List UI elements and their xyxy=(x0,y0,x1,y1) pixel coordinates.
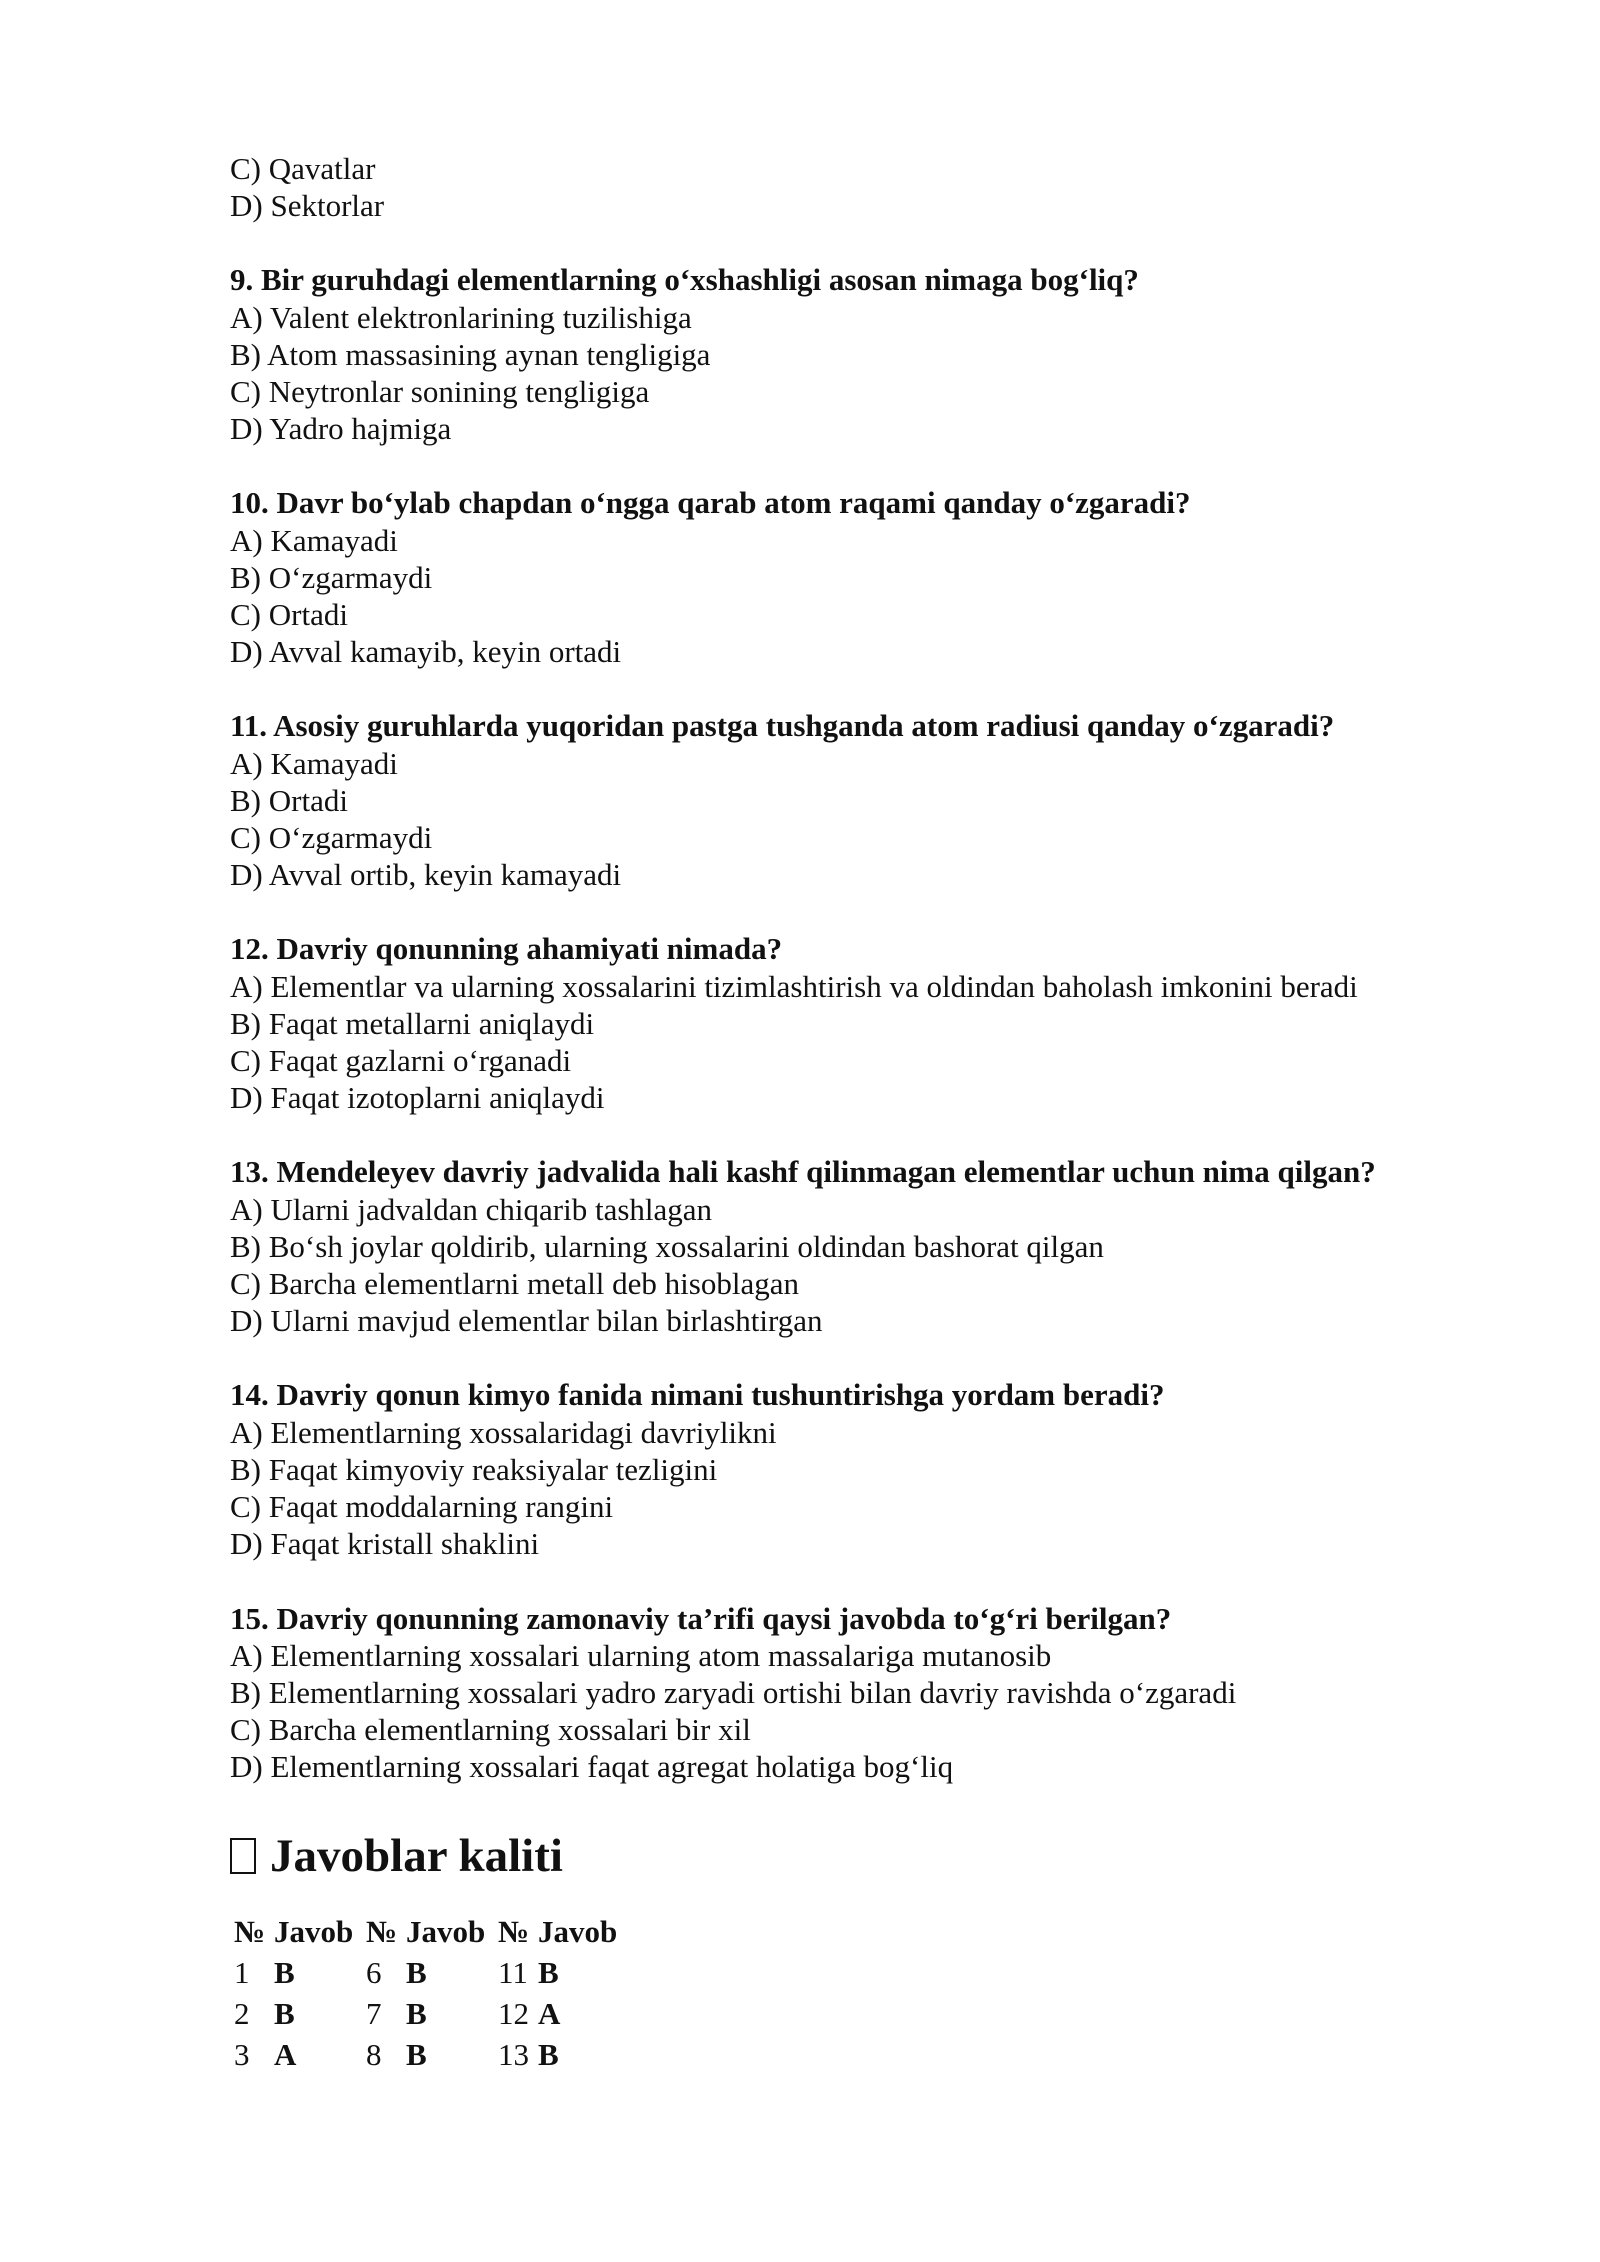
answer-letter: A xyxy=(538,1996,561,2032)
question-number: 8 xyxy=(366,2037,382,2073)
question-15 xyxy=(230,1600,1480,1786)
answer-letter: B xyxy=(274,1996,295,2032)
answer-letter: A xyxy=(274,2037,297,2073)
option-a: A) Kamayadi xyxy=(230,522,398,558)
question-title: 9. Bir guruhdagi elementlarning o‘xshashligi asosan nimaga bog‘liq? xyxy=(230,262,1139,298)
question-title: 11. Asosiy guruhlarda yuqoridan pastga tushganda atom radiusi qanday o‘zgaradi? xyxy=(230,708,1335,744)
question-number: 12 xyxy=(498,1996,529,2032)
question-9 xyxy=(230,261,1480,447)
question-number: 6 xyxy=(366,1955,382,1991)
option-c: C) Ortadi xyxy=(230,597,348,633)
option-d: D) Yadro hajmiga xyxy=(230,411,452,447)
continued-options xyxy=(230,150,1480,224)
option-c: C) Faqat moddalarning rangini xyxy=(230,1489,614,1525)
answer-letter: B xyxy=(406,1955,427,1991)
answer-letter: B xyxy=(406,1996,427,2032)
question-title: 13. Mendeleyev davriy jadvalida hali kashf qilinmagan elementlar uchun nima qilgan? xyxy=(230,1154,1376,1190)
column-header: № xyxy=(498,1914,530,1950)
table-row xyxy=(234,2035,630,2076)
question-title: 12. Davriy qonunning ahamiyati nimada? xyxy=(230,931,783,967)
option-b: B) Atom massasining aynan tengligiga xyxy=(230,336,711,372)
option-b: B) Ortadi xyxy=(230,782,348,818)
option-a: A) Elementlarning xossalari ularning atom massalariga mutanosib xyxy=(230,1637,1052,1673)
question-title: 14. Davriy qonun kimyo fanida nimani tushuntirishga yordam beradi? xyxy=(230,1377,1165,1413)
column-header: Javob xyxy=(538,1914,618,1950)
option-b: B) Faqat kimyoviy reaksiyalar tezligini xyxy=(230,1451,718,1487)
option-b: B) Elementlarning xossalari yadro zaryadi ortishi bilan davriy ravishda o‘zgaradi xyxy=(230,1674,1237,1710)
answer-letter: B xyxy=(538,2037,559,2073)
question-number: 3 xyxy=(234,2037,250,2073)
option-d: D) Elementlarning xossalari faqat agregat holatiga bog‘liq xyxy=(230,1749,954,1785)
answer-letter: B xyxy=(274,1955,295,1991)
option-c: C) Barcha elementlarni metall deb hisoblagan xyxy=(230,1266,799,1302)
question-number: 7 xyxy=(366,1996,382,2032)
option-a: A) Valent elektronlarining tuzilishiga xyxy=(230,299,692,335)
question-number: 2 xyxy=(234,1996,250,2032)
option-a: A) Elementlarning xossalaridagi davriylikni xyxy=(230,1414,777,1450)
table-row xyxy=(234,1994,630,2035)
question-10 xyxy=(230,484,1480,670)
option-line: C) Qavatlar xyxy=(230,151,376,186)
option-b: B) Bo‘sh joylar qoldirib, ularning xossalarini oldindan bashorat qilgan xyxy=(230,1228,1104,1264)
option-c: C) Neytronlar sonining tengligiga xyxy=(230,374,650,410)
option-c: C) Faqat gazlarni o‘rganadi xyxy=(230,1043,572,1079)
option-c: C) Barcha elementlarning xossalari bir xil xyxy=(230,1712,751,1748)
option-d: D) Ularni mavjud elementlar bilan birlashtirgan xyxy=(230,1303,823,1339)
answer-key-heading xyxy=(230,1828,1480,1884)
document-page xyxy=(230,150,1480,2076)
question-12 xyxy=(230,930,1480,1116)
missing-glyph-box-icon xyxy=(230,1838,256,1874)
option-d: D) Avval ortib, keyin kamayadi xyxy=(230,857,622,893)
answer-letter: B xyxy=(538,1955,559,1991)
table-header-row xyxy=(234,1912,630,1953)
column-header: № xyxy=(366,1914,398,1950)
question-number: 1 xyxy=(234,1955,250,1991)
question-title: 10. Davr bo‘ylab chapdan o‘ngga qarab atom raqami qanday o‘zgaradi? xyxy=(230,485,1191,521)
option-b: B) Faqat metallarni aniqlaydi xyxy=(230,1005,595,1041)
option-a: A) Ularni jadvaldan chiqarib tashlagan xyxy=(230,1191,713,1227)
option-c: C) O‘zgarmaydi xyxy=(230,820,433,856)
table-row xyxy=(234,1953,630,1994)
option-d: D) Faqat izotoplarni aniqlaydi xyxy=(230,1080,605,1116)
answer-key-table xyxy=(234,1912,630,2076)
column-header: № xyxy=(234,1914,266,1950)
option-d: D) Avval kamayib, keyin ortadi xyxy=(230,634,622,670)
option-b: B) O‘zgarmaydi xyxy=(230,559,433,595)
option-a: A) Kamayadi xyxy=(230,745,398,781)
option-d: D) Faqat kristall shaklini xyxy=(230,1526,540,1562)
question-number: 13 xyxy=(498,2037,529,2073)
question-13 xyxy=(230,1153,1480,1339)
question-11 xyxy=(230,707,1480,893)
question-14 xyxy=(230,1376,1480,1562)
answer-letter: B xyxy=(406,2037,427,2073)
answer-key-title: Javoblar kaliti xyxy=(270,1829,563,1882)
column-header: Javob xyxy=(274,1914,354,1950)
question-number: 11 xyxy=(498,1955,528,1991)
option-a: A) Elementlar va ularning xossalarini tizimlashtirish va oldindan baholash imkonini beradi xyxy=(230,968,1358,1004)
column-header: Javob xyxy=(406,1914,486,1950)
question-title: 15. Davriy qonunning zamonaviy ta’rifi qaysi javobda to‘g‘ri berilgan? xyxy=(230,1600,1172,1636)
option-line: D) Sektorlar xyxy=(230,188,385,224)
